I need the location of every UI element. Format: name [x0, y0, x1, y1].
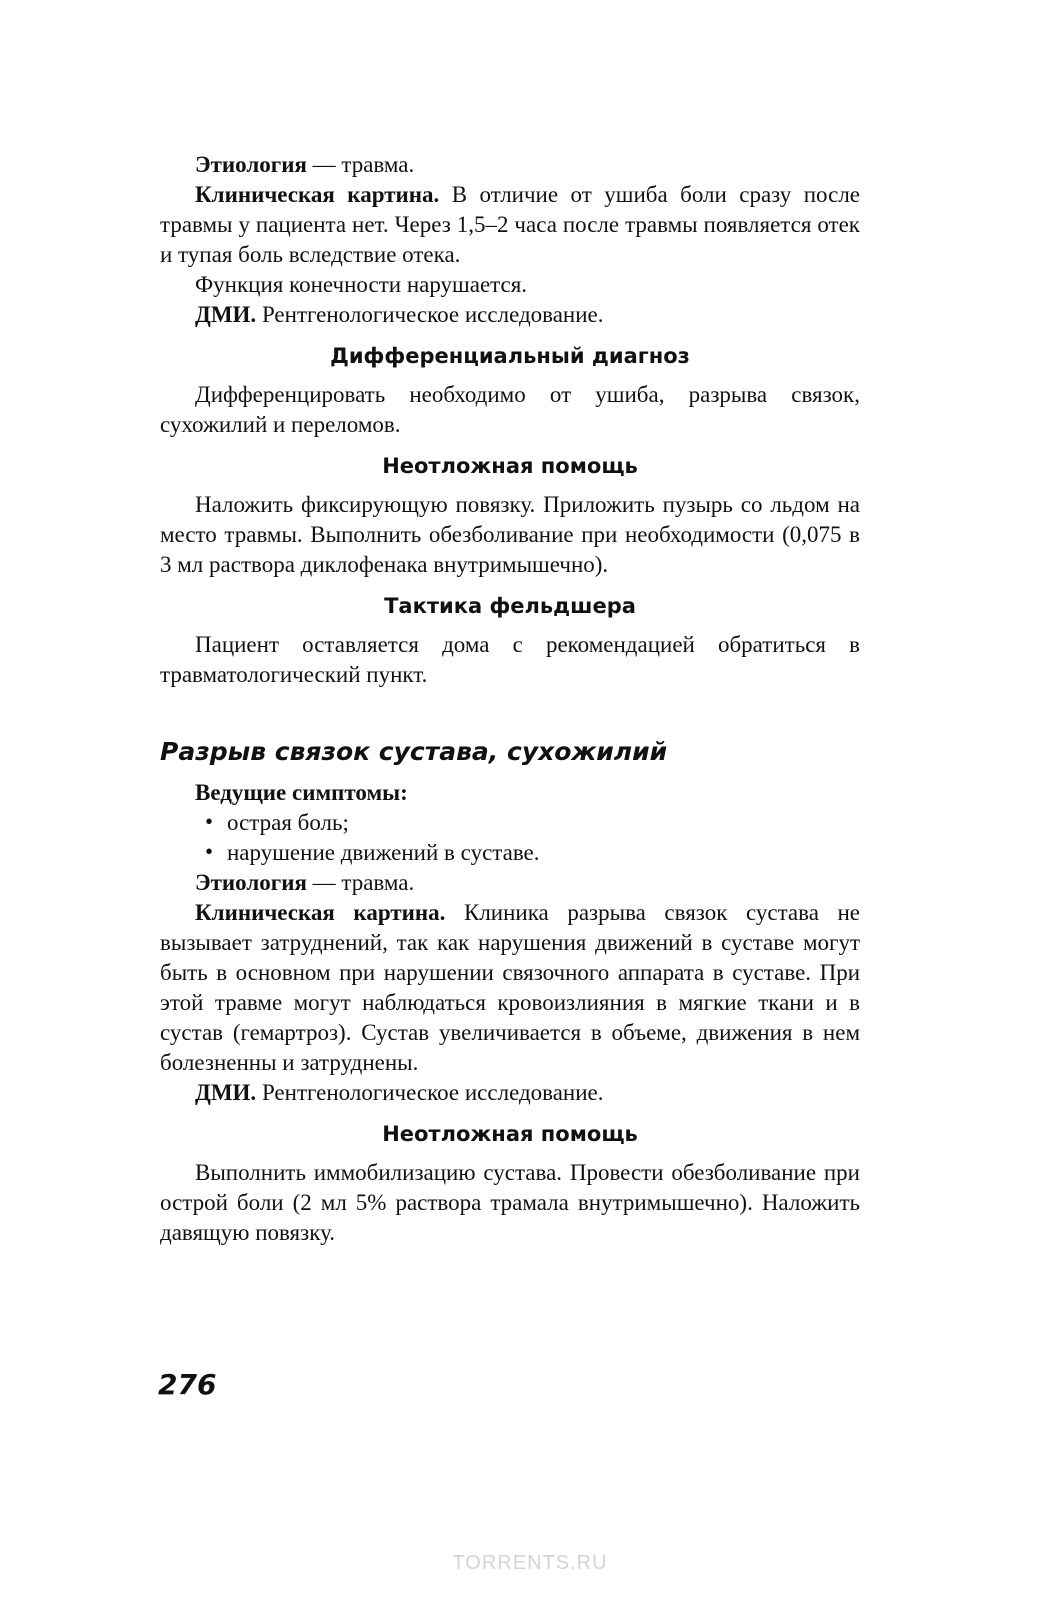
clinical-paragraph-2 — [160, 898, 860, 1078]
dmi-text-2: Рентгенологическое исследование. — [256, 1080, 604, 1105]
clinical-label: Клиническая картина. — [195, 182, 440, 207]
dmi-label-2: ДМИ. — [195, 1080, 257, 1105]
symptoms-label: Ведущие симптомы: — [195, 780, 408, 805]
dmi-paragraph-2 — [160, 1078, 860, 1108]
page-body — [160, 150, 860, 1248]
symptoms-label-paragraph — [160, 778, 860, 808]
dmi-label: ДМИ. — [195, 302, 257, 327]
tactics-paragraph: Пациент оставляется дома с рекомендацией обратиться в травматологический пункт. — [160, 632, 860, 687]
etiology-text: — травма. — [306, 152, 415, 177]
list-item — [160, 838, 860, 868]
list-item-text: острая боль; — [227, 810, 349, 835]
watermark: TORRENTS.RU — [452, 1552, 608, 1574]
etiology-label-2: Этиология — [195, 870, 307, 895]
clinical-paragraph — [160, 180, 860, 270]
emergency-help-paragraph: Наложить фиксирующую повязку. Приложить пузырь со льдом на место травмы. Выполнить обезболивание при необходимости (0,075 в 3 мл раствора диклофенака внутримышечно). — [160, 492, 860, 577]
emergency-help-heading-2: Неотложная помощь — [382, 1122, 638, 1146]
emergency-help-paragraph-2: Выполнить иммобилизацию сустава. Провести обезболивание при острой боли (2 мл 5% раствора трамала внутримышечно). Наложить давящую повязку. — [160, 1160, 860, 1245]
clinical-text-2: Клиника разрыва связок сустава не вызывает затруднений, так как нарушения движений в суставе могут быть в основном при нарушении связочного аппарата в суставе. При этой травме могут наблюдаться кровоизлияния в мягкие ткани и в сустав (гемартроз). Сустав увеличивается в объеме, движения в нем болезненны и затруднены. — [160, 900, 861, 1075]
clinical-text: В отличие от ушиба боли сразу после травмы у пациента нет. Через 1,5–2 часа после травмы появляется отек и тупая боль вследствие отека. — [160, 182, 861, 267]
list-item-text: нарушение движений в суставе. — [227, 840, 540, 865]
etiology-paragraph — [160, 150, 860, 180]
dmi-text: Рентгенологическое исследование. — [256, 302, 604, 327]
etiology-label: Этиология — [195, 152, 307, 177]
etiology-text-2: — травма. — [306, 870, 415, 895]
bullet-icon: • — [205, 839, 214, 864]
function-paragraph: Функция конечности нарушается. — [195, 272, 528, 297]
diff-diagnosis-paragraph: Дифференцировать необходимо от ушиба, разрыва связок, сухожилий и переломов. — [160, 382, 860, 437]
section-title: Разрыв связок сустава, сухожилий — [160, 737, 668, 766]
symptoms-list — [160, 808, 860, 868]
page-number: 276 — [158, 1368, 217, 1401]
etiology-paragraph-2 — [160, 868, 860, 898]
dmi-paragraph — [160, 300, 860, 330]
list-item — [160, 808, 860, 838]
bullet-icon: • — [205, 809, 214, 834]
emergency-help-heading: Неотложная помощь — [382, 454, 638, 478]
tactics-heading: Тактика фельдшера — [384, 594, 636, 618]
clinical-label-2: Клиническая картина. — [195, 900, 446, 925]
diff-diagnosis-heading: Дифференциальный диагноз — [330, 344, 690, 368]
